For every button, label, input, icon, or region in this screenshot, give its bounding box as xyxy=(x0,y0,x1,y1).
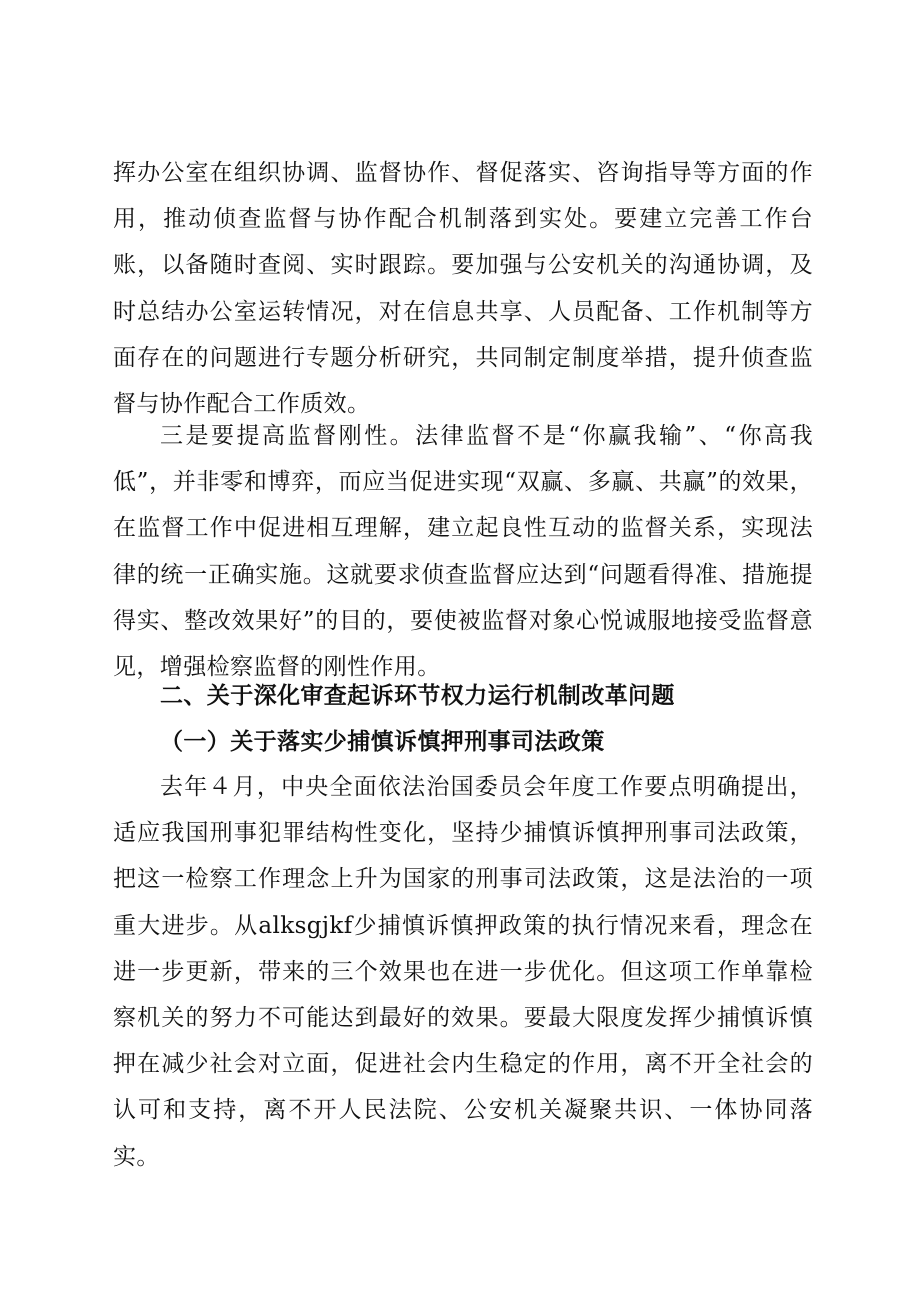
section-heading: 二、关于深化审查起诉环节权力运行机制改革问题 xyxy=(160,682,675,709)
subsection-heading: （一）关于落实少捕慎诉慎押刑事司法政策 xyxy=(160,728,605,755)
paragraph-policy: 去年４月，中央全面依法治国委员会年度工作要点明确提出，适应我国刑事犯罪结构性变化，坚持少捕慎诉慎押刑事司法政策，把这一检察工作理念上升为国家的刑事司法政策，这是法治的一项重大进步。从alksgjkf少捕慎诉慎押政策的执行情况来看，理念在进一步更新，带来的三个效果也在进一步优化。但这项工作单靠检察机关的努力不可能达到最好的效果。要最大限度发挥少捕慎诉慎押在减少社会对立面，促进社会内生稳定的作用，离不开全社会的认可和支持，离不开人民法院、公安机关凝聚共识、一体协同落实。 xyxy=(113,774,813,1170)
paragraph-point-three: 三是要提高监督刚性。法律监督不是“你赢我输”、“你高我低”，并非零和博弈，而应当促进实现“双赢、多赢、共赢”的效果，在监督工作中促进相互理解，建立起良性互动的监督关系，实现法律的统一正确实施。这就要求侦查监督应达到“问题看得准、措施提得实、整改效果好”的目的，要使被监督对象心悦诚服地接受监督意见，增强检察监督的刚性作用。 xyxy=(113,423,813,681)
paragraph-continuation: 挥办公室在组织协调、监督协作、督促落实、咨询指导等方面的作用，推动侦查监督与协作配合机制落到实处。要建立完善工作台账，以备随时查阅、实时跟踪。要加强与公安机关的沟通协调，及时总结办公室运转情况，对在信息共享、人员配备、工作机制等方面存在的问题进行专题分析研究，共同制定制度举措，提升侦查监督与协作配合工作质效。 xyxy=(113,160,813,418)
